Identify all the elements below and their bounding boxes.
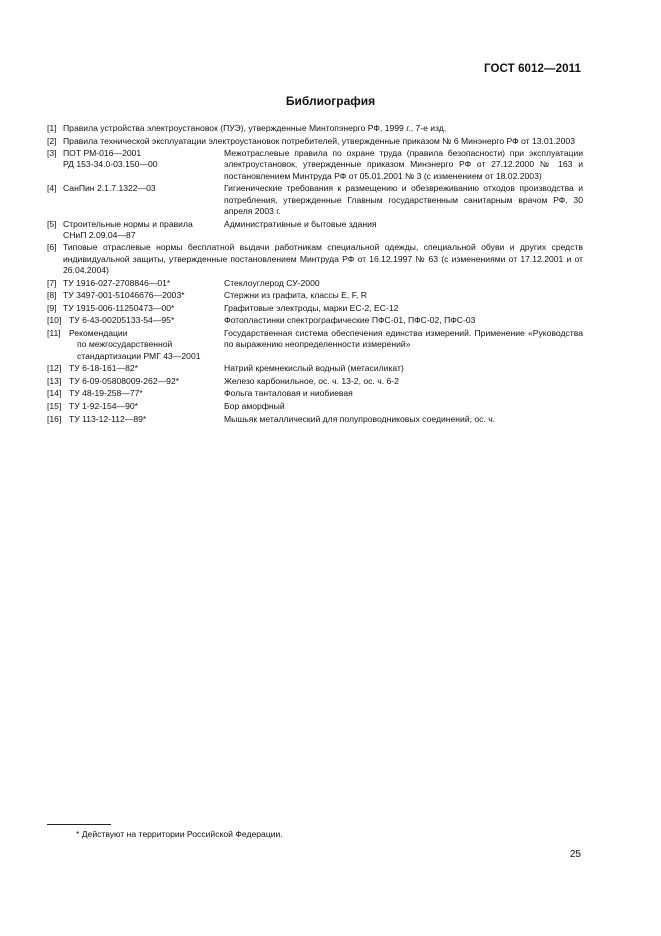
designation-line: ТУ 3497-001-51046676—2003*	[63, 290, 185, 301]
entry-title: Фольга танталовая и ниобиевая	[224, 388, 353, 399]
designation-line: СанПин 2.1.7.1322—03	[63, 183, 156, 194]
bibliography-entry-11	[47, 328, 583, 362]
entry-designation	[69, 376, 224, 387]
footnote: * Действуют на территории Российской Федерации.	[76, 829, 283, 839]
designation-line: Строительные нормы и правила	[63, 218, 193, 229]
entry-text: Правила технической эксплуатации электроустановок потребителей, утвержденные приказом № 6 Минэнерго РФ от 13.01.2003	[63, 135, 575, 146]
entry-title: Межотраслевые правила по охране труда (правила безопасности) при эксплуатации электроустановок, утвержденные приказом Минэнерго РФ от 27.12.2000 № 163 и постановлением Минтруда РФ от 05.01.2001 № 3 (с изменением от 18.02.2003)	[224, 148, 583, 181]
entry-designation	[69, 401, 224, 412]
designation-line: ТУ 6-09-05808009-262—92*	[69, 375, 180, 386]
bibliography-entry-12	[47, 363, 583, 374]
entry-title: Железо карбонильное, ос. ч. 13-2, ос. ч. 6-2	[224, 375, 399, 386]
bibliography-entry-2	[47, 136, 583, 147]
bibliography-entry-14	[47, 388, 583, 399]
entry-number: [2]	[47, 135, 57, 146]
entry-title: Натрий кремнекислый водный (метасиликат)	[224, 363, 404, 374]
designation-line: ПОТ РМ-016—2001	[63, 148, 142, 159]
bibliography-entry-6	[47, 242, 583, 276]
entry-number: [4]	[47, 183, 57, 194]
entry-number: [14]	[47, 388, 62, 399]
entry-number: [1]	[47, 123, 57, 133]
designation-line: ТУ 6-18-161—82*	[69, 363, 138, 374]
bibliography-entry-16	[47, 414, 583, 425]
designation-line: ТУ 1-92-154—90*	[69, 400, 138, 411]
footnote-divider	[47, 824, 111, 825]
entry-title: Мышьяк металлический для полупроводниковых соединений, ос. ч.	[224, 413, 496, 424]
entry-number: [8]	[47, 290, 57, 301]
entry-title: Бор аморфный	[224, 400, 285, 411]
entry-designation	[63, 148, 224, 182]
designation-line: по межгосударственной	[77, 339, 173, 350]
bibliography-entry-1	[47, 123, 583, 134]
designation-line: ТУ 113-12-112—89*	[69, 413, 147, 424]
entry-designation	[63, 303, 224, 314]
designation-line: СНиП 2.09.04—87	[63, 229, 136, 240]
entry-designation	[63, 219, 224, 242]
bibliography-entry-13	[47, 376, 583, 387]
entry-title: Стержни из графита, классы E, F, R	[224, 290, 367, 301]
page-number: 25	[569, 849, 581, 860]
entry-designation	[69, 388, 224, 399]
entry-number: [7]	[47, 277, 57, 288]
designation-line: ТУ 1916-027-2708846—01*	[63, 277, 171, 288]
entry-title: Стеклоуглерод СУ-2000	[224, 277, 320, 288]
entry-number: [3]	[47, 148, 57, 159]
bibliography-entry-7	[47, 278, 583, 289]
bibliography-entry-9	[47, 303, 583, 314]
designation-line: РД 153-34.0-03.150—00	[63, 159, 158, 170]
entry-title: Гигиенические требования к размещению и обезвреживанию отходов производства и потребления, утвержденные Главным государственным санитарным врачом РФ, 30 апреля 2003 г.	[224, 183, 583, 216]
entry-number: [12]	[47, 363, 62, 374]
entry-number: [9]	[47, 302, 57, 313]
entry-number: [5]	[47, 218, 57, 229]
standard-header: ГОСТ 6012—2011	[484, 63, 581, 75]
bibliography-entry-4	[47, 183, 583, 217]
designation-line: стандартизации РМГ 43—2001	[77, 350, 201, 361]
entry-text: Типовые отраслевые нормы бесплатной выдачи работникам специальной одежды, специальной обуви и других средств индивидуальной защиты, утвержденные постановлением Минтруда РФ от 16.12.1997 № 63 (с изменениями от 17.12.2001 и от 26.04.2004)	[63, 242, 583, 276]
section-title: Библиография	[285, 94, 376, 108]
designation-line: ТУ 6-43-00205133-54—95*	[69, 315, 175, 326]
entry-designation	[63, 183, 224, 217]
bibliography-entry-3	[47, 148, 583, 182]
entry-title: Административные и бытовые здания	[224, 218, 377, 229]
entry-text: Правила устройства электроустановок (ПУЭ), утвержденные Минтопэнерго РФ, 1999 г., 7-е изд.	[63, 123, 447, 133]
entry-designation	[69, 363, 224, 374]
entry-number: [6]	[47, 242, 57, 253]
entry-number: [11]	[47, 328, 61, 339]
bibliography-entry-8	[47, 290, 583, 301]
designation-line: ТУ 48-19-258—77*	[69, 388, 143, 399]
entry-number: [13]	[47, 375, 62, 386]
entry-designation	[69, 328, 224, 362]
bibliography-entry-15	[47, 401, 583, 412]
entry-number: [15]	[47, 400, 62, 411]
bibliography-entry-5	[47, 219, 583, 242]
entry-designation	[63, 278, 224, 289]
entry-number: [10]	[47, 315, 62, 326]
entry-designation	[69, 414, 224, 425]
entry-title: Государственная система обеспечения единства измерений. Применение «Руководства по выражению неопределенности измерений»	[224, 328, 583, 350]
bibliography-entry-10	[47, 315, 583, 326]
designation-line: Рекомендации	[69, 328, 128, 339]
entry-designation	[69, 315, 224, 326]
entry-title: Графитовые электроды, марки ЕС-2, ЕС-12	[224, 302, 399, 313]
bibliography-list	[47, 123, 583, 426]
designation-line: ТУ 1915-006-11250473—00*	[63, 302, 175, 313]
entry-title: Фотопластинки спектрографические ПФС-01, ПФС-02, ПФС-03	[224, 315, 476, 326]
entry-number: [16]	[47, 413, 62, 424]
entry-designation	[63, 290, 224, 301]
